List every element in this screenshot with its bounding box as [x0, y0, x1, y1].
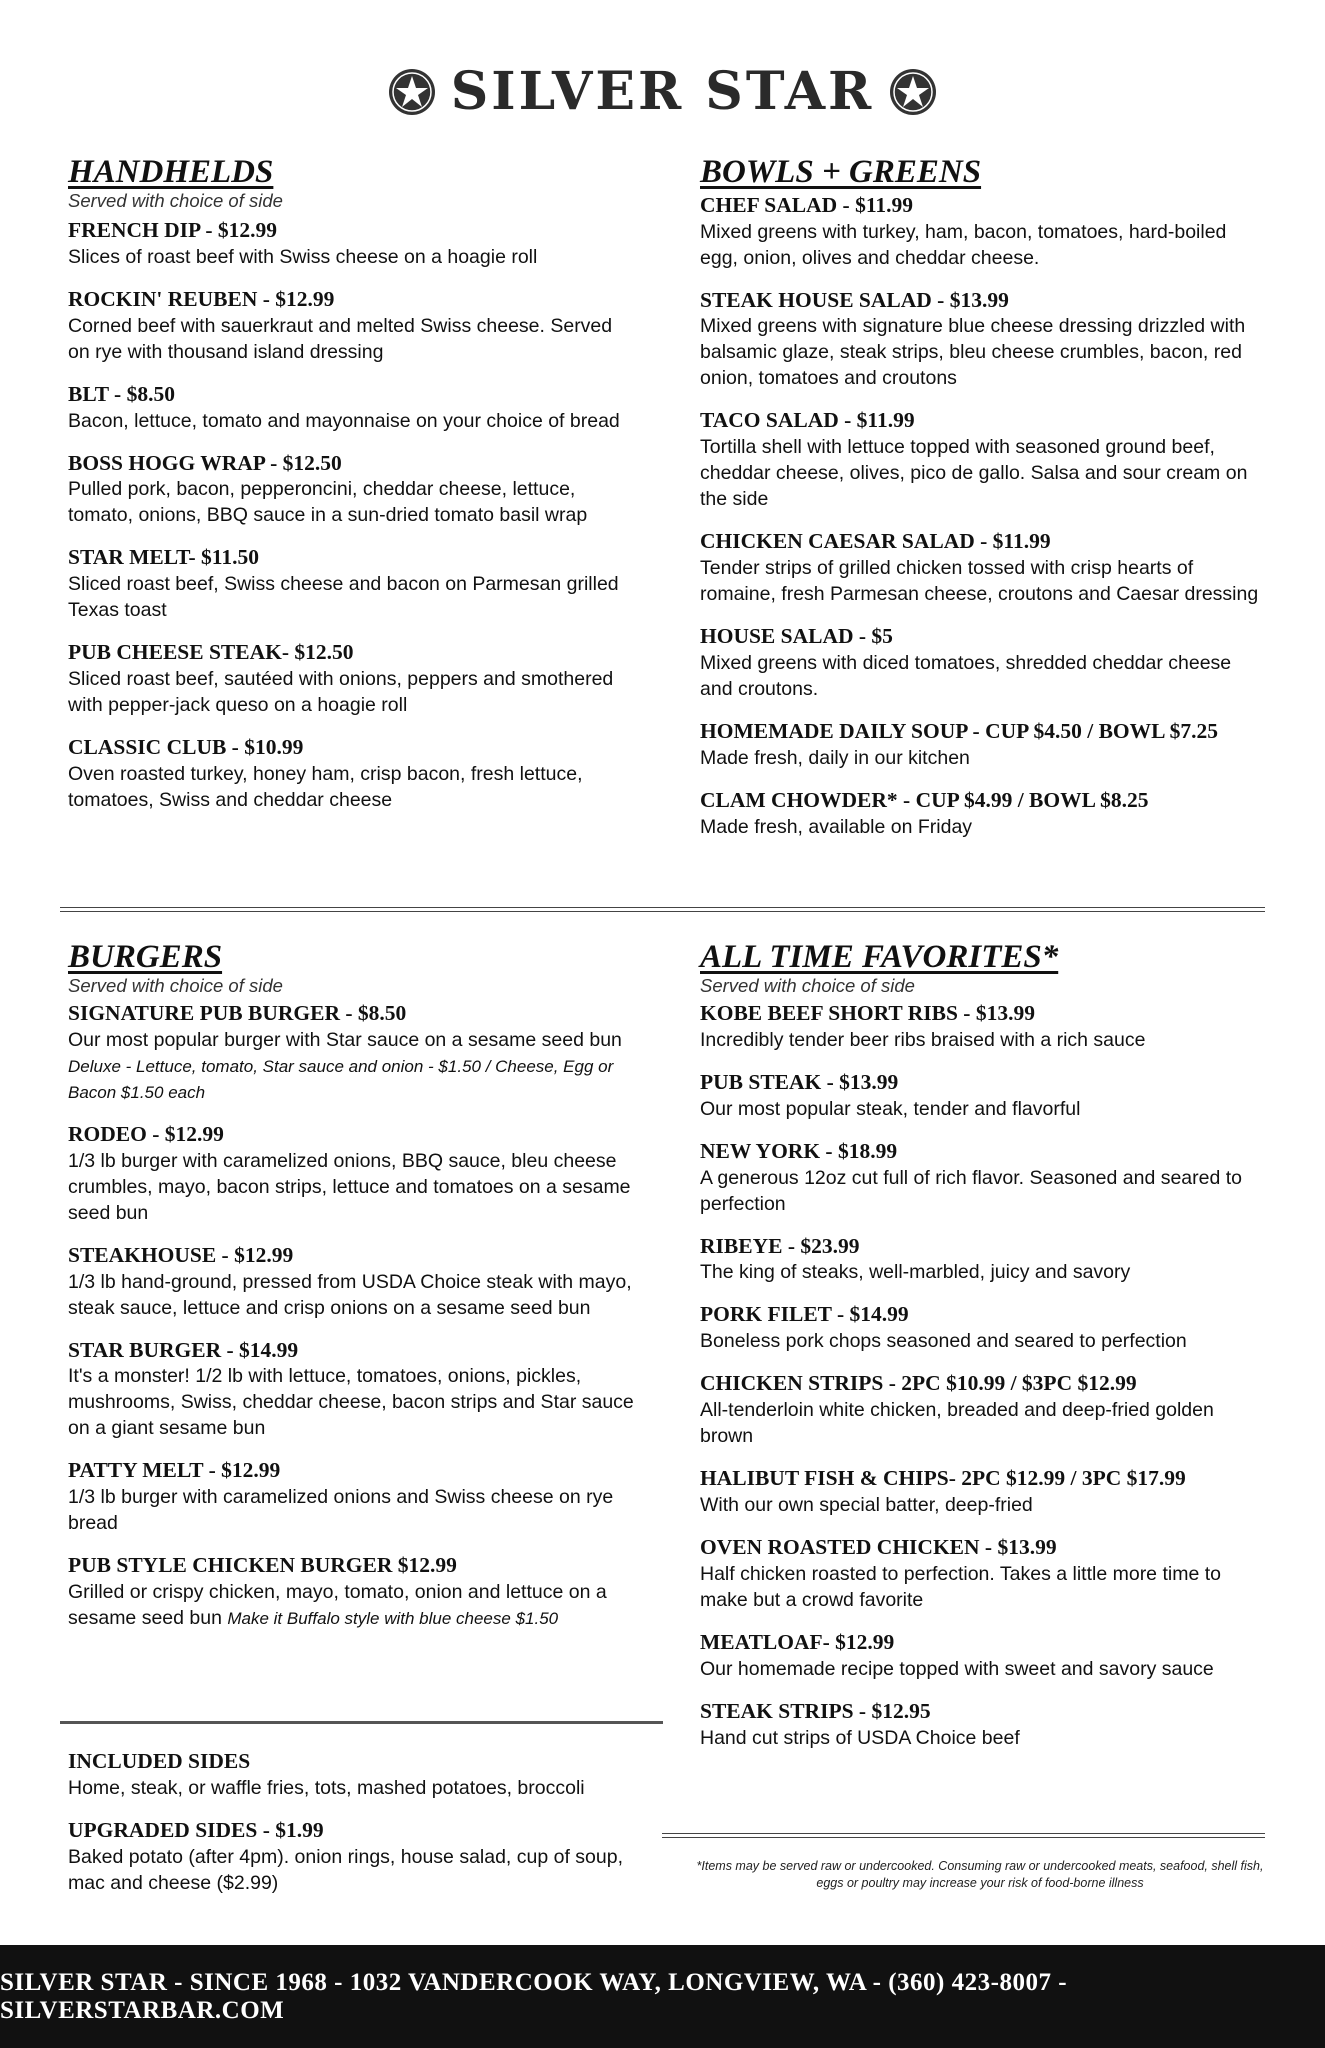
item-note: Deluxe - Lettuce, tomato, Star sauce and onion - $1.50 / Cheese, Egg or Bacon $1.50 each: [68, 1056, 614, 1102]
menu-item: [68, 1552, 638, 1631]
menu-item: [700, 1000, 1265, 1053]
section-subtitle: Served with choice of side: [700, 974, 915, 996]
item-description: A generous 12oz cut full of rich flavor. Seasoned and seared to perfection: [700, 1166, 1243, 1215]
menu-item: [68, 639, 638, 718]
item-name: PORK FILET - $14.99: [700, 1302, 909, 1327]
section-divider: [60, 907, 1265, 912]
item-description: Our most popular steak, tender and flavorful: [700, 1097, 1081, 1120]
menu-item: [700, 1629, 1265, 1682]
menu-item: [700, 287, 1265, 392]
section-divider: [662, 1833, 1265, 1838]
item-name: BOSS HOGG WRAP - $12.50: [68, 450, 342, 475]
item-name: SIGNATURE PUB BURGER - $8.50: [68, 1000, 407, 1025]
menu-item: [700, 407, 1265, 512]
item-name: UPGRADED SIDES - $1.99: [68, 1817, 324, 1842]
item-name: OVEN ROASTED CHICKEN - $13.99: [700, 1535, 1057, 1560]
item-name: STEAKHOUSE - $12.99: [68, 1242, 294, 1267]
menu-item: [700, 718, 1265, 771]
handhelds-section: [68, 155, 638, 813]
item-description: Half chicken roasted to perfection. Takes a little more time to make but a crowd favorite: [700, 1562, 1221, 1611]
item-name: STEAK HOUSE SALAD - $13.99: [700, 287, 1009, 312]
menu-item: [68, 450, 638, 529]
item-description: Incredibly tender beer ribs braised with a rich sauce: [700, 1028, 1146, 1051]
item-name: STEAK STRIPS - $12.95: [700, 1698, 931, 1723]
item-name: TACO SALAD - $11.99: [700, 408, 915, 433]
section-title: BOWLS + GREENS: [700, 154, 982, 190]
item-name: PUB STEAK - $13.99: [700, 1069, 899, 1094]
menu-item: [68, 1817, 638, 1896]
item-description: Our homemade recipe topped with sweet and savory sauce: [700, 1657, 1214, 1680]
item-name: NEW YORK - $18.99: [700, 1138, 898, 1163]
item-description: Sliced roast beef, Swiss cheese and bacon on Parmesan grilled Texas toast: [68, 573, 619, 622]
section-divider: [60, 1721, 663, 1724]
item-name: STAR BURGER - $14.99: [68, 1337, 299, 1362]
footer-bar: [0, 1945, 1325, 2048]
menu-item: [700, 623, 1265, 702]
item-name: HOMEMADE DAILY SOUP - CUP $4.50 / BOWL $7.25: [700, 719, 1219, 744]
item-name: HOUSE SALAD - $5: [700, 624, 893, 649]
section-title: ALL TIME FAVORITES*: [700, 939, 1059, 975]
item-description: Mixed greens with diced tomatoes, shredded cheddar cheese and croutons.: [700, 652, 1232, 701]
item-description: Home, steak, or waffle fries, tots, mashed potatoes, broccoli: [68, 1776, 585, 1799]
menu-item: [700, 1370, 1265, 1449]
item-description: The king of steaks, well-marbled, juicy and savory: [700, 1261, 1131, 1284]
menu-item: [68, 1242, 638, 1321]
menu-item: [700, 192, 1265, 271]
brand-title: SILVER STAR: [450, 61, 875, 122]
item-name: CLAM CHOWDER* - CUP $4.99 / BOWL $8.25: [700, 787, 1149, 812]
bowls-greens-section: [700, 155, 1265, 840]
menu-item: [700, 1534, 1265, 1613]
item-description: Oven roasted turkey, honey ham, crisp bacon, fresh lettuce, tomatoes, Swiss and cheddar cheese: [68, 763, 583, 812]
item-name: MEATLOAF- $12.99: [700, 1629, 895, 1654]
item-description: Mixed greens with turkey, ham, bacon, tomatoes, hard-boiled egg, onion, olives and cheddar cheese.: [700, 220, 1227, 269]
item-name: CHEF SALAD - $11.99: [700, 192, 914, 217]
item-description: Bacon, lettuce, tomato and mayonnaise on your choice of bread: [68, 409, 620, 432]
item-description: Baked potato (after 4pm). onion rings, house salad, cup of soup, mac and cheese ($2.99): [68, 1845, 624, 1894]
item-note: Make it Buffalo style with blue cheese $1.50: [227, 1609, 559, 1629]
item-description: It's a monster! 1/2 lb with lettuce, tomatoes, onions, pickles, mushrooms, Swiss, cheddar cheese, bacon strips and Star sauce on a giant sesame bun: [68, 1365, 634, 1440]
item-description: Tortilla shell with lettuce topped with seasoned ground beef, cheddar cheese, olives, pico de gallo. Salsa and sour cream on the side: [700, 436, 1248, 511]
menu-item: [700, 528, 1265, 607]
menu-item: [68, 286, 638, 365]
item-description: Mixed greens with signature blue cheese dressing drizzled with balsamic glaze, steak strips, bleu cheese crumbles, bacon, red onion, tomatoes and croutons: [700, 315, 1246, 390]
menu-item: [68, 544, 638, 623]
item-description: 1/3 lb burger with caramelized onions and Swiss cheese on rye bread: [68, 1486, 614, 1535]
burgers-section: [68, 940, 638, 1631]
menu-item: [700, 1138, 1265, 1217]
item-description-text: Our most popular burger with Star sauce on a sesame seed bun: [68, 1028, 622, 1051]
menu-item: [68, 1000, 638, 1105]
item-description: 1/3 lb burger with caramelized onions, BBQ sauce, bleu cheese crumbles, mayo, bacon strips, lettuce and tomatoes on a sesame seed bun: [68, 1149, 631, 1224]
menu-item: [700, 1301, 1265, 1354]
item-description: Slices of roast beef with Swiss cheese on a hoagie roll: [68, 245, 538, 268]
item-description: [68, 1579, 638, 1631]
menu-item: [700, 1698, 1265, 1751]
menu-item: [700, 1233, 1265, 1286]
menu-item: [68, 1457, 638, 1536]
item-name: ROCKIN' REUBEN - $12.99: [68, 286, 335, 311]
item-description: Pulled pork, bacon, pepperoncini, cheddar cheese, lettuce, tomato, onions, BBQ sauce in a sun-dried tomato basil wrap: [68, 478, 588, 527]
menu-item: [68, 1337, 638, 1442]
section-subtitle: Served with choice of side: [68, 974, 283, 996]
section-title: BURGERS: [68, 939, 223, 975]
item-description: 1/3 lb hand-ground, pressed from USDA Choice steak with mayo, steak sauce, lettuce and crisp onions on a sesame seed bun: [68, 1270, 632, 1319]
item-name: CLASSIC CLUB - $10.99: [68, 735, 304, 760]
item-description: Sliced roast beef, sautéed with onions, peppers and smothered with pepper-jack queso on a hoagie roll: [68, 668, 614, 717]
item-name: KOBE BEEF SHORT RIBS - $13.99: [700, 1000, 1035, 1025]
star-badge-icon: [387, 67, 437, 117]
item-name: STAR MELT- $11.50: [68, 545, 259, 570]
item-name: HALIBUT FISH & CHIPS- 2PC $12.99 / 3PC $17.99: [700, 1466, 1186, 1491]
item-description: Hand cut strips of USDA Choice beef: [700, 1726, 1020, 1749]
item-description-text: Grilled or crispy chicken, mayo, tomato, onion and lettuce on a sesame seed bun: [68, 1581, 607, 1630]
section-title: HANDHELDS: [68, 154, 274, 190]
menu-item: [68, 217, 638, 270]
menu-item: [700, 787, 1265, 840]
menu-item: [68, 381, 638, 434]
item-name: BLT - $8.50: [68, 381, 175, 406]
item-description: With our own special batter, deep-fried: [700, 1494, 1033, 1517]
item-name: PUB STYLE CHICKEN BURGER $12.99: [68, 1553, 457, 1578]
section-subtitle: Served with choice of side: [68, 189, 283, 211]
sides-section: [68, 1748, 638, 1896]
item-description: [68, 1027, 638, 1105]
item-name: CHICKEN CAESAR SALAD - $11.99: [700, 529, 1051, 554]
item-name: RIBEYE - $23.99: [700, 1233, 860, 1258]
item-name: PUB CHEESE STEAK- $12.50: [68, 640, 354, 665]
item-description: Made fresh, available on Friday: [700, 815, 973, 838]
disclaimer: *Items may be served raw or undercooked. Consuming raw or undercooked meats, seafood, shell fish, eggs or poultry may increase your risk of food-borne illness: [696, 1859, 1264, 1890]
menu-item: [700, 1069, 1265, 1122]
item-description: Corned beef with sauerkraut and melted Swiss cheese. Served on rye with thousand island dressing: [68, 314, 613, 363]
item-name: FRENCH DIP - $12.99: [68, 217, 278, 242]
item-description: Boneless pork chops seasoned and seared to perfection: [700, 1330, 1187, 1353]
item-description: Made fresh, daily in our kitchen: [700, 746, 970, 769]
item-description: All-tenderloin white chicken, breaded and deep-fried golden brown: [700, 1399, 1214, 1448]
menu-item: [68, 1121, 638, 1226]
item-name: RODEO - $12.99: [68, 1121, 224, 1146]
menu-item: [68, 1748, 638, 1801]
menu-item: [700, 1465, 1265, 1518]
menu-header: [0, 61, 1325, 122]
item-name: INCLUDED SIDES: [68, 1749, 251, 1773]
item-description: Tender strips of grilled chicken tossed with crisp hearts of romaine, fresh Parmesan cheese, croutons and Caesar dressing: [700, 557, 1259, 606]
item-name: CHICKEN STRIPS - 2PC $10.99 / $3PC $12.99: [700, 1371, 1137, 1396]
star-badge-icon: [888, 67, 938, 117]
menu-item: [68, 734, 638, 813]
favorites-section: [700, 940, 1265, 1751]
footer-text: SILVER STAR - SINCE 1968 - 1032 VANDERCOOK WAY, LONGVIEW, WA - (360) 423-8007 - SILVERSTARBAR.COM: [0, 1968, 1068, 2024]
item-name: PATTY MELT - $12.99: [68, 1458, 281, 1483]
